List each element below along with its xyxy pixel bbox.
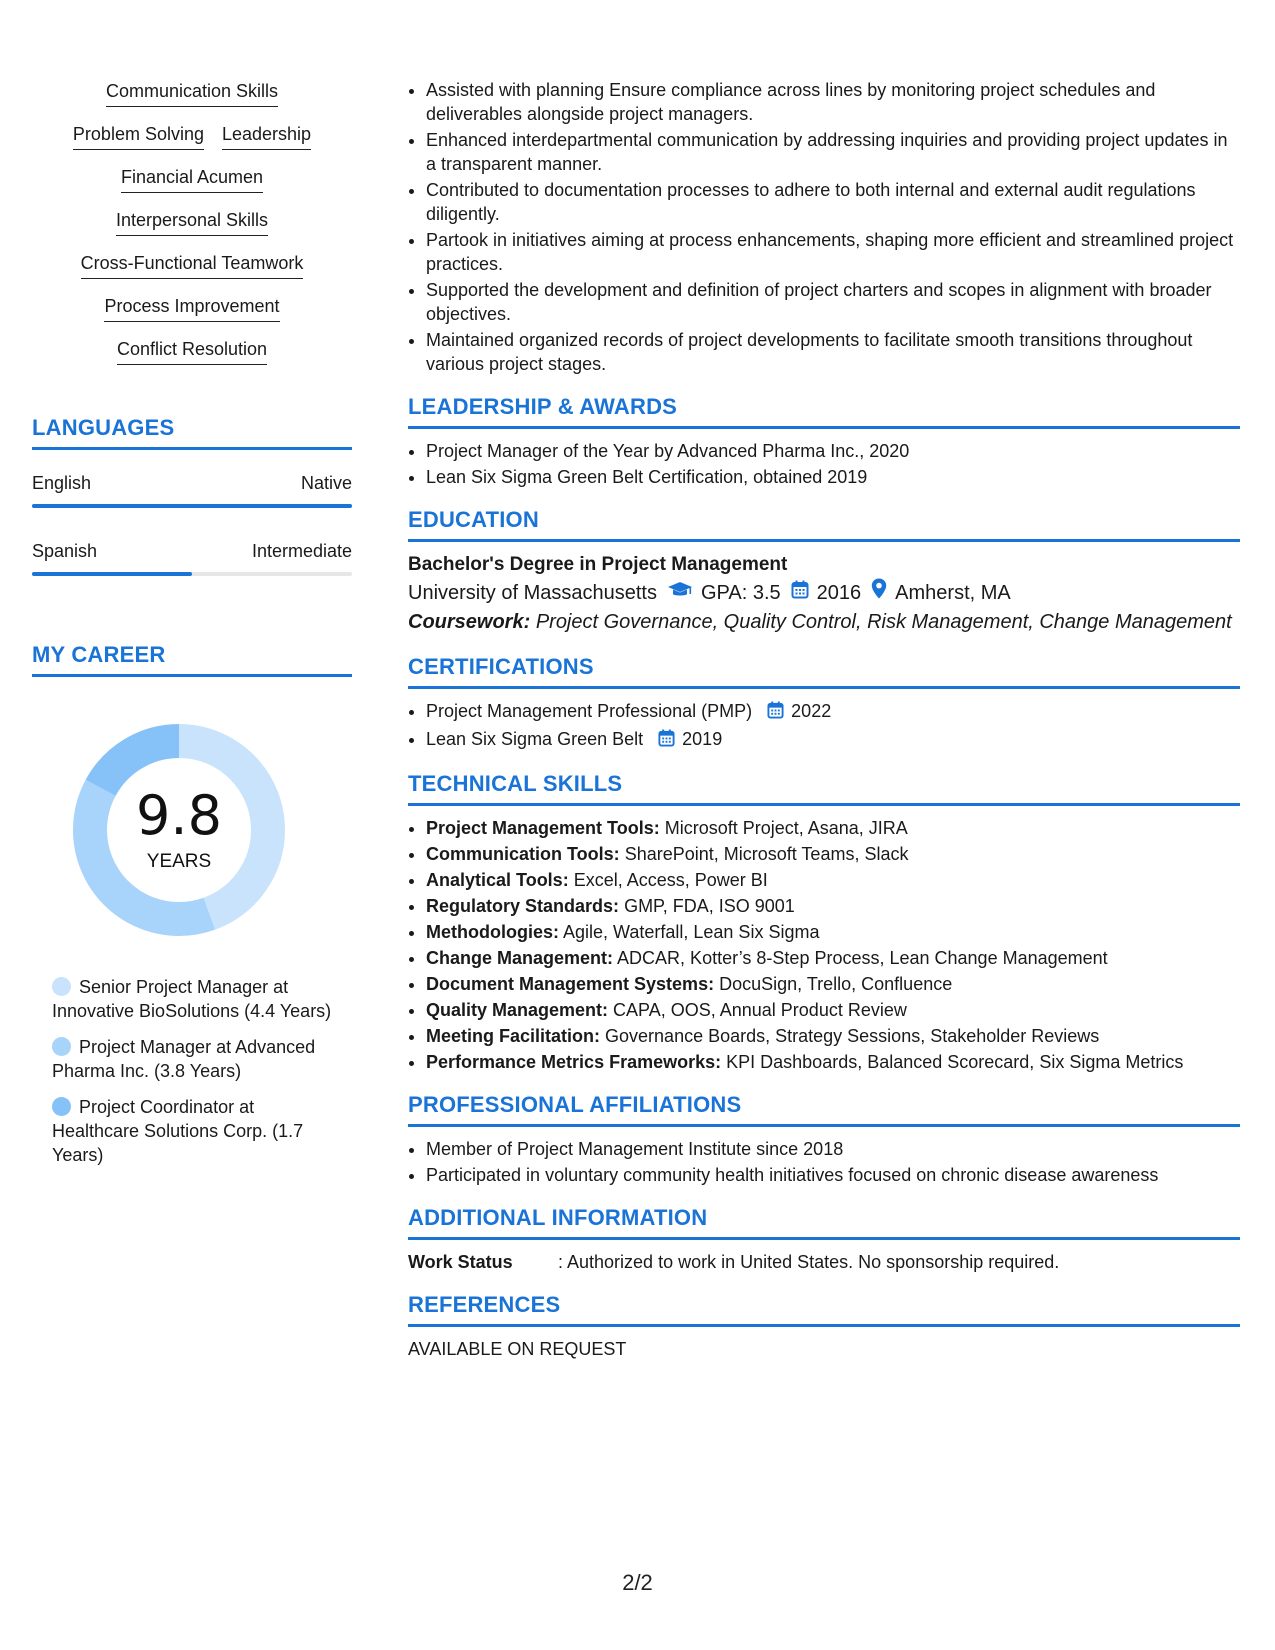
experience-bullet: • Enhanced interdepartmental communication by addressing inquiries and providing project updates in a transparent manner.	[426, 128, 1240, 176]
skill-tag: Process Improvement	[104, 295, 279, 322]
tech-skill-values: CAPA, OOS, Annual Product Review	[613, 1000, 907, 1020]
tech-skill-item	[426, 1024, 1240, 1048]
leadership-section	[408, 394, 1240, 489]
references-heading: REFERENCES	[408, 1292, 1240, 1327]
page-number: 2/2	[622, 1570, 653, 1595]
tech-skill-category: Communication Tools:	[426, 844, 620, 864]
languages-heading: LANGUAGES	[32, 415, 352, 450]
tech-skill-values: Governance Boards, Strategy Sessions, Stakeholder Reviews	[605, 1026, 1100, 1046]
certification-name: Lean Six Sigma Green Belt	[426, 729, 644, 749]
school-location: Amherst, MA	[895, 582, 1011, 604]
career-legend-item	[52, 1095, 332, 1167]
affiliation-item: • Member of Project Management Institute since 2018	[426, 1137, 1240, 1161]
references-section	[408, 1292, 1240, 1361]
language-item	[32, 472, 352, 508]
experience-bullet: • Maintained organized records of project developments to facilitate smooth transitions throughout various project stages.	[426, 328, 1240, 376]
tech-skill-category: Project Management Tools:	[426, 818, 660, 838]
skill-tag: Financial Acumen	[121, 166, 263, 193]
additional-info-heading: ADDITIONAL INFORMATION	[408, 1205, 1240, 1240]
skill-row	[32, 252, 352, 279]
calendar-icon	[767, 701, 784, 725]
education-heading: EDUCATION	[408, 507, 1240, 542]
education-section	[408, 507, 1240, 636]
tech-skill-item	[426, 816, 1240, 840]
tech-skill-values: SharePoint, Microsoft Teams, Slack	[624, 844, 909, 864]
language-bar-fill	[32, 572, 192, 576]
certification-name: Project Management Professional (PMP)	[426, 701, 753, 721]
legend-dot	[52, 1037, 71, 1056]
graduation-year: 2016	[816, 582, 862, 604]
tech-skill-item	[426, 868, 1240, 892]
tech-skill-category: Analytical Tools:	[426, 870, 569, 890]
tech-skill-values: KPI Dashboards, Balanced Scorecard, Six Sigma Metrics	[726, 1052, 1184, 1072]
legend-label: Project Manager at Advanced Pharma Inc. (3.8 Years)	[52, 1037, 316, 1081]
experience-bullet: • Partook in initiatives aiming at process enhancements, shaping more efficient and streamlined project practices.	[426, 228, 1240, 276]
skill-row	[32, 166, 352, 193]
legend-label: Project Coordinator at Healthcare Solutions Corp. (1.7 Years)	[52, 1097, 304, 1165]
language-level: Intermediate	[251, 541, 352, 561]
tech-skill-item	[426, 842, 1240, 866]
skill-tag: Cross-Functional Teamwork	[81, 252, 304, 279]
calendar-icon	[791, 578, 809, 608]
school-name: University of Massachusetts	[408, 582, 657, 604]
tech-skill-category: Document Management Systems:	[426, 974, 715, 994]
certifications-heading: CERTIFICATIONS	[408, 654, 1240, 689]
certification-year: 2022	[791, 701, 832, 721]
work-status-label: Work Status	[408, 1252, 513, 1272]
language-name: Spanish	[32, 541, 98, 561]
additional-info-section	[408, 1205, 1240, 1274]
certification-year: 2019	[682, 729, 723, 749]
tech-skill-item	[426, 998, 1240, 1022]
legend-label: Senior Project Manager at Innovative BioSolutions (4.4 Years)	[52, 977, 332, 1021]
award-item: • Lean Six Sigma Green Belt Certification, obtained 2019	[426, 465, 1240, 489]
tech-skill-values: GMP, FDA, ISO 9001	[624, 896, 795, 916]
right-column	[408, 78, 1240, 1361]
career-legend-item	[52, 975, 332, 1023]
skill-tag: Interpersonal Skills	[116, 209, 268, 236]
skill-tag: Problem Solving	[73, 123, 204, 150]
calendar-icon	[658, 729, 675, 753]
coursework	[408, 608, 1240, 636]
affiliations-heading: PROFESSIONAL AFFILIATIONS	[408, 1092, 1240, 1127]
language-bar	[32, 504, 352, 508]
tech-skill-category: Methodologies:	[426, 922, 559, 942]
experience-bullets	[408, 78, 1240, 376]
career-legend	[52, 975, 332, 1167]
technical-skills-section	[408, 771, 1240, 1074]
language-bar-fill	[32, 504, 352, 508]
tech-skill-category: Change Management:	[426, 948, 614, 968]
tech-skill-item	[426, 946, 1240, 970]
certification-item	[426, 727, 1240, 753]
coursework-label: Coursework:	[408, 611, 531, 633]
career-legend-item	[52, 1035, 332, 1083]
career-total: 9.8	[136, 784, 222, 847]
education-details	[408, 578, 1240, 608]
legend-dot	[52, 1097, 71, 1116]
location-pin-icon	[871, 578, 887, 608]
skill-tag: Leadership	[222, 123, 311, 150]
career-unit: YEARS	[146, 851, 212, 872]
experience-bullet: • Assisted with planning Ensure compliance across lines by monitoring project schedules and deliverables alongside project managers.	[426, 78, 1240, 126]
tech-skill-item	[426, 920, 1240, 944]
tech-skill-item	[426, 972, 1240, 996]
certifications-section	[408, 654, 1240, 753]
leadership-heading: LEADERSHIP & AWARDS	[408, 394, 1240, 429]
skill-row	[32, 209, 352, 236]
skill-tag: Conflict Resolution	[117, 338, 267, 365]
tech-skill-values: ADCAR, Kotter’s 8-Step Process, Lean Change Management	[617, 948, 1108, 968]
tech-skill-category: Quality Management:	[426, 1000, 609, 1020]
skill-row	[32, 80, 352, 107]
work-status-value: : Authorized to work in United States. No sponsorship required.	[558, 1252, 1060, 1272]
certification-item	[426, 699, 1240, 725]
skill-tag: Communication Skills	[106, 80, 278, 107]
skill-row	[32, 123, 352, 150]
work-status-row	[408, 1250, 1240, 1274]
experience-bullet: • Contributed to documentation processes to adhere to both internal and external audit regulations diligently.	[426, 178, 1240, 226]
tech-skill-values: Excel, Access, Power BI	[573, 870, 768, 890]
affiliation-item: • Participated in voluntary community health initiatives focused on chronic disease awareness	[426, 1163, 1240, 1187]
language-bar	[32, 572, 352, 576]
skill-row	[32, 295, 352, 322]
tech-skill-item	[426, 894, 1240, 918]
graduation-cap-icon	[667, 578, 693, 608]
experience-bullet: • Supported the development and definition of project charters and scopes in alignment with broader objectives.	[426, 278, 1240, 326]
tech-skill-category: Regulatory Standards:	[426, 896, 620, 916]
tech-skill-category: Performance Metrics Frameworks:	[426, 1052, 722, 1072]
career-donut	[64, 715, 294, 945]
skill-row	[32, 338, 352, 365]
language-item	[32, 540, 352, 576]
tech-skill-values: DocuSign, Trello, Confluence	[719, 974, 953, 994]
left-column	[32, 80, 352, 1179]
legend-dot	[52, 977, 71, 996]
career-heading: MY CAREER	[32, 642, 352, 677]
tech-skill-item	[426, 1050, 1240, 1074]
technical-skills-heading: TECHNICAL SKILLS	[408, 771, 1240, 806]
language-name: English	[32, 473, 92, 493]
references-text: AVAILABLE ON REQUEST	[408, 1339, 627, 1359]
skills-list	[32, 80, 352, 365]
gpa: GPA: 3.5	[700, 582, 781, 604]
affiliations-section	[408, 1092, 1240, 1187]
tech-skill-values: Microsoft Project, Asana, JIRA	[664, 818, 908, 838]
tech-skill-values: Agile, Waterfall, Lean Six Sigma	[563, 922, 820, 942]
award-item: • Project Manager of the Year by Advanced Pharma Inc., 2020	[426, 439, 1240, 463]
degree: Bachelor's Degree in Project Management	[408, 554, 788, 575]
language-level: Native	[300, 473, 352, 493]
coursework-list: Project Governance, Quality Control, Risk Management, Change Management	[535, 611, 1232, 633]
tech-skill-category: Meeting Facilitation:	[426, 1026, 601, 1046]
